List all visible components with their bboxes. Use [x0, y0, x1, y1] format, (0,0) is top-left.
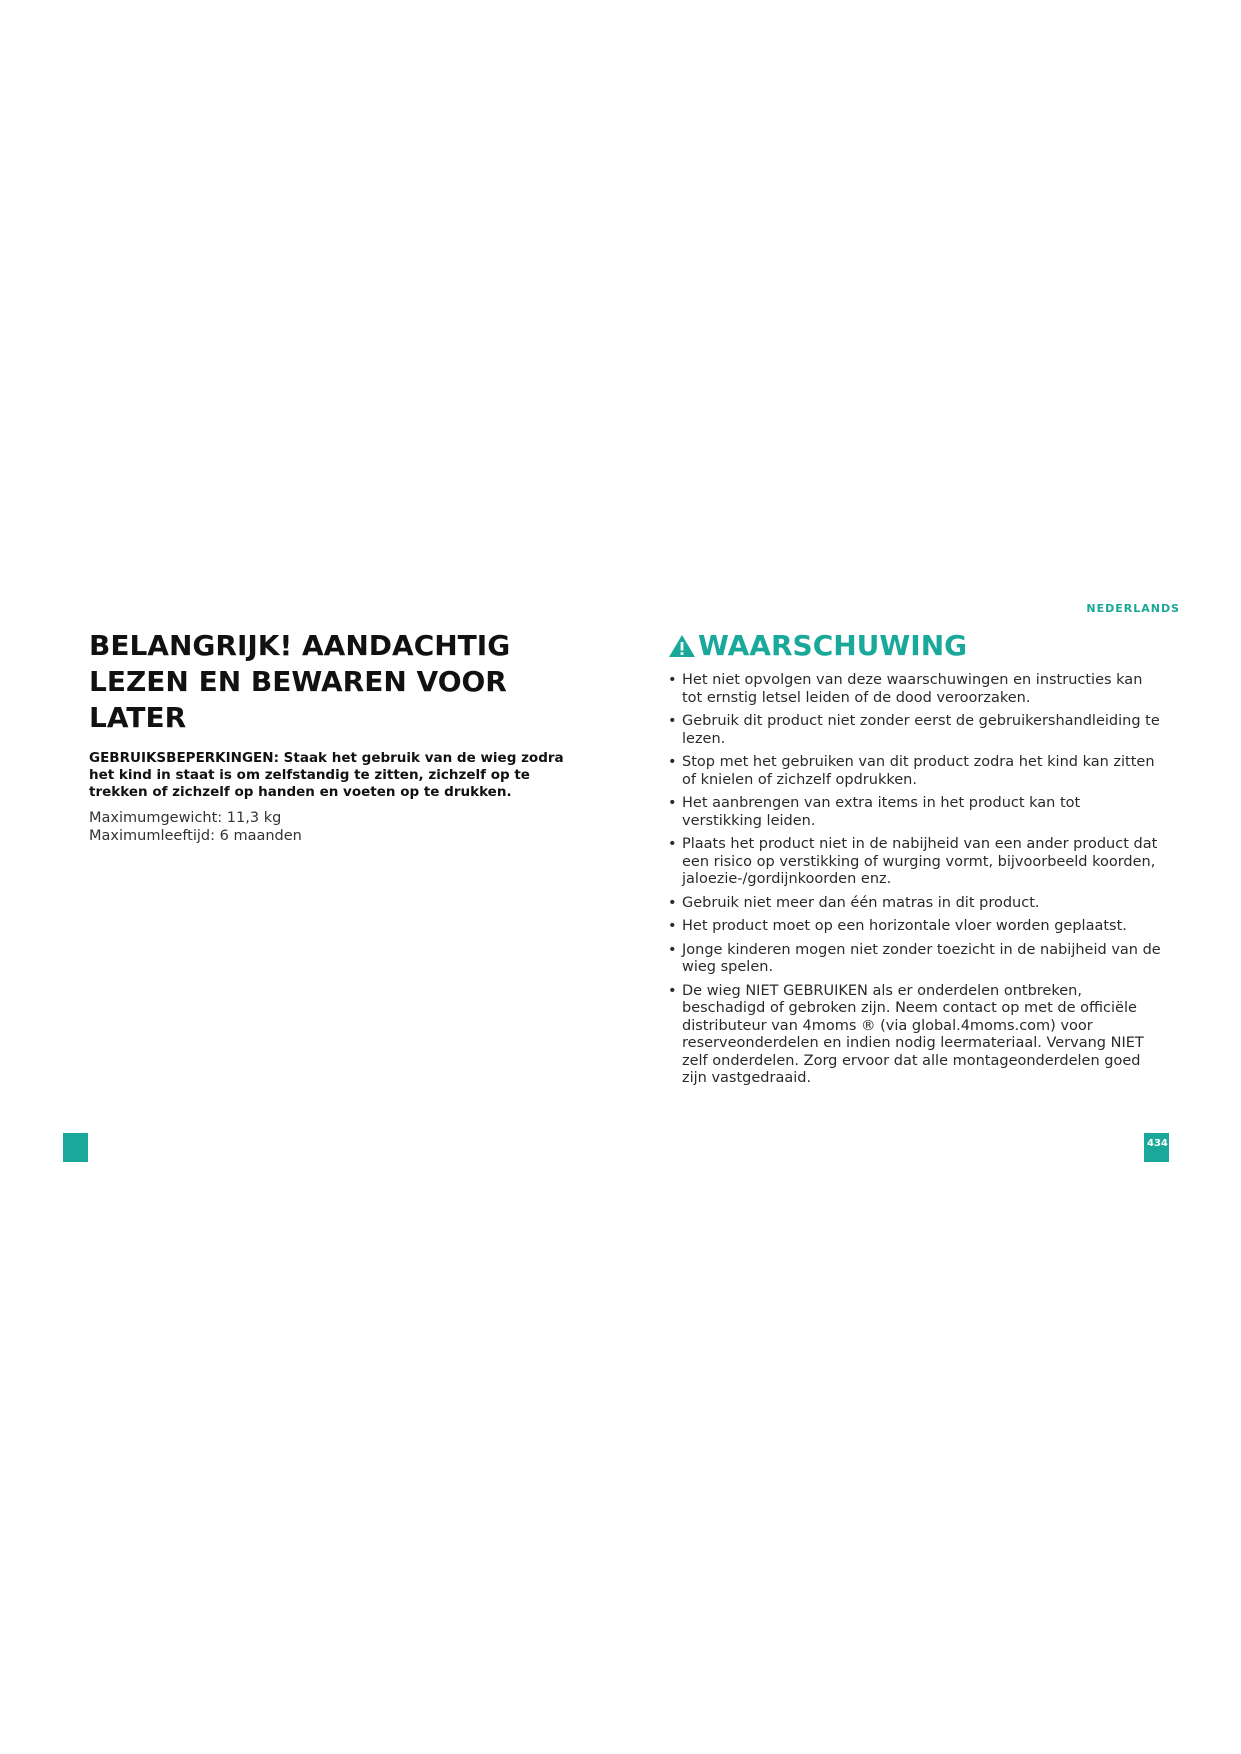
warning-text: Het niet opvolgen van deze waarschuwingen en instructies kan tot ernstig letsel leiden of de dood veroorzaken. [682, 672, 1143, 706]
bullet-marker: • [668, 795, 677, 811]
bullet-marker: • [668, 918, 677, 934]
list-item [668, 918, 1163, 936]
list-item [668, 795, 1163, 830]
warning-list [668, 672, 1163, 1088]
warning-text: Gebruik dit product niet zonder eerst de gebruikershandleiding te lezen. [682, 713, 1160, 747]
important-heading [89, 628, 589, 736]
bullet-marker: • [668, 941, 677, 958]
warning-text: Gebruik niet meer dan één matras in dit product. [682, 894, 1040, 911]
bullet-marker: • [668, 713, 677, 729]
usage-restrictions: GEBRUIKSBEPERKINGEN: Staak het gebruik van de wieg zodra het kind in staat is om zelfstandig te zitten, zichzelf op te trekken of zichzelf op handen en voeten op te drukken. [89, 750, 564, 800]
warning-text: Plaats het product niet in de nabijheid van een ander product dat een risico op verstikking of wurging vormt, bijvoorbeeld koorden, jaloezie-/gordijnkoorden enz. [682, 836, 1158, 887]
bullet-marker: • [668, 836, 677, 852]
bullet-marker: • [668, 894, 677, 911]
page-number: 434 [1147, 1138, 1168, 1149]
warning-triangle-icon [668, 634, 696, 658]
left-column [89, 628, 589, 845]
list-item [668, 672, 1163, 707]
warning-text: Stop met het gebruiken van dit product zodra het kind kan zitten of knielen of zichzelf opdrukken. [682, 754, 1155, 788]
warning-text: Het aanbrengen van extra items in het product kan tot verstikking leiden. [682, 795, 1081, 829]
limits-block [89, 809, 589, 845]
list-item [668, 713, 1163, 748]
warning-text: Het product moet op een horizontale vloer worden geplaatst. [682, 918, 1127, 934]
warning-text: De wieg NIET GEBRUIKEN als er onderdelen ontbreken, beschadigd of gebroken zijn. Neem contact op met de officiële distributeur van 4moms ® (via global.4moms.com) voor reserveonderdelen en indien nodig leermateriaal. Vervang NIET zelf onderdelen. Zorg ervoor dat alle montageonderdelen goed zijn vastgedraaid. [682, 982, 1144, 1086]
list-item [668, 983, 1163, 1088]
warning-title: WAARSCHUWING [698, 629, 968, 662]
left-page-tab [63, 1133, 88, 1162]
list-item [668, 942, 1163, 977]
warning-heading [668, 628, 1163, 664]
right-column [668, 628, 1163, 1094]
bullet-marker: • [668, 982, 677, 999]
warning-text: Jonge kinderen mogen niet zonder toezicht in de nabijheid van de wieg spelen. [682, 941, 1161, 975]
important-heading-line-2: LEZEN EN BEWAREN VOOR LATER [89, 665, 507, 734]
list-item [668, 754, 1163, 789]
bullet-marker: • [668, 672, 677, 688]
max-age: Maximumleeftijd: 6 maanden [89, 828, 302, 844]
language-label: NEDERLANDS [1086, 602, 1180, 615]
bullet-marker: • [668, 754, 677, 770]
list-item [668, 895, 1163, 913]
list-item [668, 836, 1163, 889]
important-heading-line-1: BELANGRIJK! AANDACHTIG [89, 629, 511, 662]
max-weight: Maximumgewicht: 11,3 kg [89, 810, 282, 826]
